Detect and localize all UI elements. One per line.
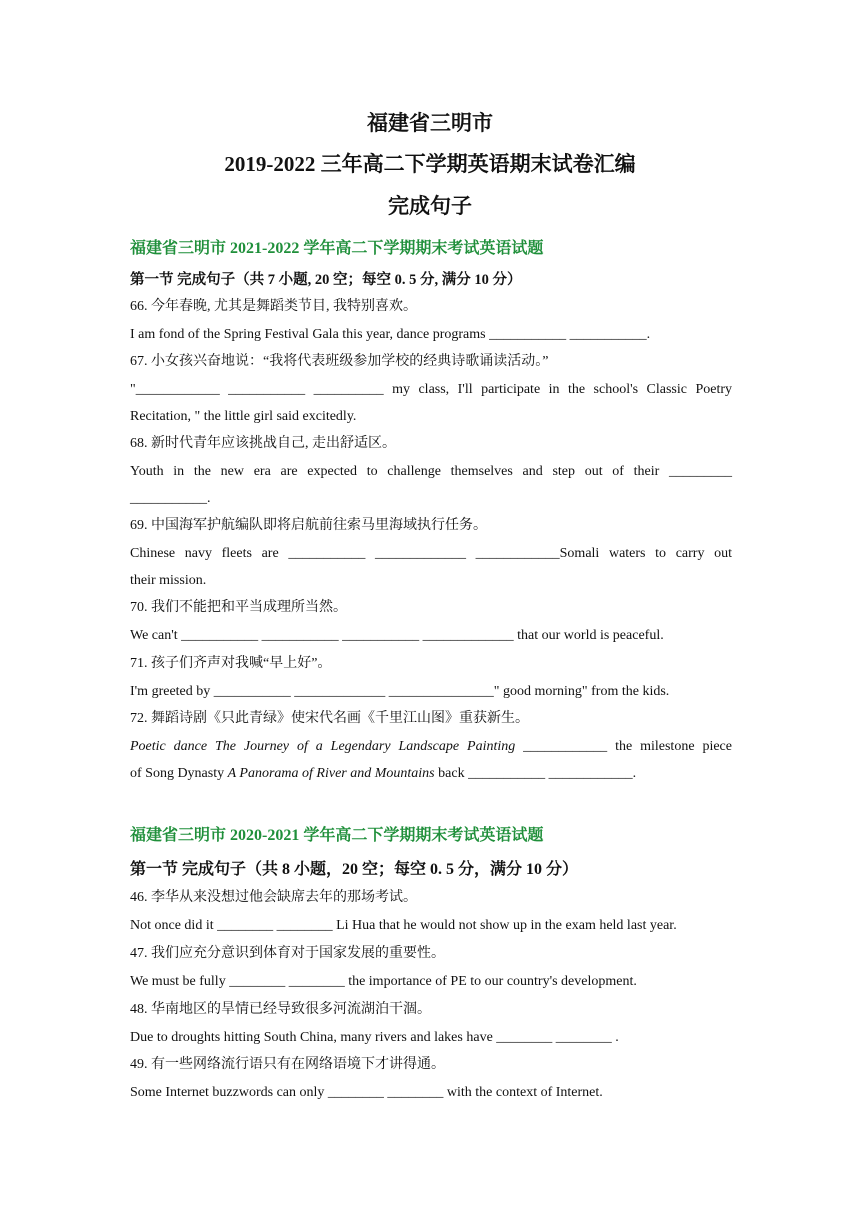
q48-english: Due to droughts hitting South China, many rivers and lakes have ________ ________ . (130, 1030, 619, 1045)
q72-english-line1 (130, 738, 732, 756)
q47-english: We must be fully ________ ________ the importance of PE to our country's development. (130, 974, 637, 989)
q69-english-line1: Chinese navy fleets are ___________ _____________ ____________Somali waters to carry out (130, 546, 732, 561)
q71-chinese: 71. 孩子们齐声对我喊“早上好”。 (130, 656, 332, 671)
q72-english-line2-start: of Song Dynasty (130, 766, 228, 781)
q70-chinese: 70. 我们不能把和平当成理所当然。 (130, 600, 347, 615)
q49-english: Some Internet buzzwords can only ________ ________ with the context of Internet. (130, 1085, 603, 1100)
q66-english: I am fond of the Spring Festival Gala this year, dance programs ___________ ___________. (130, 327, 651, 342)
q46-chinese: 46. 李华从来没想过他会缺席去年的那场考试。 (130, 890, 417, 905)
section1-title: 福建省三明市 2021-2022 学年高二下学期期末考试英语试题 (130, 240, 544, 257)
q70-english: We can't ___________ ___________ ___________ _____________ that our world is peaceful. (130, 628, 664, 643)
section1-subtitle: 第一节 完成句子（共 7 小题, 20 空；每空 0. 5 分, 满分 10 分） (130, 272, 522, 288)
q72-english-line2-rest: back ___________ ____________. (434, 766, 637, 781)
q66-chinese: 66. 今年春晚, 尤其是舞蹈类节目, 我特别喜欢。 (130, 299, 417, 314)
q72-english-title-italic: Poetic dance The Journey of a Legendary Landscape Painting (130, 739, 516, 754)
q69-chinese: 69. 中国海军护航编队即将启航前往索马里海域执行任务。 (130, 518, 487, 533)
q67-chinese: 67. 小女孩兴奋地说：“我将代表班级参加学校的经典诗歌诵读活动。” (130, 354, 549, 369)
q49-chinese: 49. 有一些网络流行语只有在网络语境下才讲得通。 (130, 1057, 445, 1072)
q47-chinese: 47. 我们应充分意识到体育对于国家发展的重要性。 (130, 946, 445, 961)
q72-english-painting-italic: A Panorama of River and Mountains (227, 766, 435, 781)
q72-chinese: 72. 舞蹈诗剧《只此青绿》使宋代名画《千里江山图》重获新生。 (130, 711, 529, 726)
q68-english-line2: ___________. (130, 491, 211, 506)
q67-english-line1: "____________ ___________ __________ my class, I'll participate in the school's Classic Poetry (130, 382, 732, 397)
q72-english-line1-rest: ____________ the milestone piece (515, 739, 732, 754)
q48-chinese: 48. 华南地区的旱情已经导致很多河流湖泊干涸。 (130, 1002, 431, 1017)
doc-title-region: 福建省三明市 (367, 111, 493, 135)
q67-english-line2: Recitation, " the little girl said excitedly. (130, 409, 357, 424)
q72-english-line2 (130, 765, 732, 783)
q68-english-line1: Youth in the new era are expected to challenge themselves and step out of their _________ (130, 464, 732, 479)
doc-title-topic: 完成句子 (388, 194, 472, 218)
doc-title-years: 2019-2022 三年高二下学期英语期末试卷汇编 (224, 152, 636, 176)
section2-title: 福建省三明市 2020-2021 学年高二下学期期末考试英语试题 (130, 827, 544, 844)
q71-english: I'm greeted by ___________ _____________ _______________" good morning" from the kids. (130, 684, 670, 699)
q46-english: Not once did it ________ ________ Li Hua that he would not show up in the exam held last year. (130, 918, 677, 933)
section2-subtitle: 第一节 完成句子（共 8 小题，20 空；每空 0. 5 分，满分 10 分） (130, 861, 579, 878)
q69-english-line2: their mission. (130, 573, 207, 588)
q68-chinese: 68. 新时代青年应该挑战自己, 走出舒适区。 (130, 436, 396, 451)
